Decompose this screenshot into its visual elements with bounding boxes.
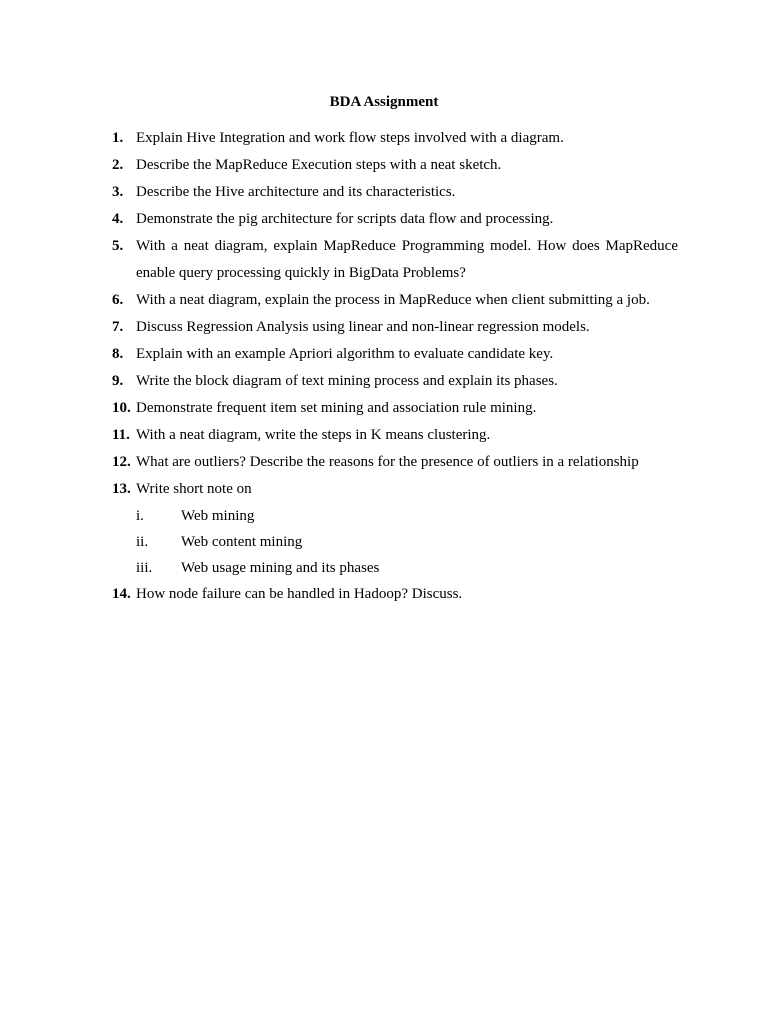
question-text: With a neat diagram, explain MapReduce Programming model. How does MapReduce enable query processing quickly in BigData Problems? [136, 238, 678, 281]
question-text: Discuss Regression Analysis using linear and non-linear regression models. [136, 319, 590, 335]
question-item [112, 179, 678, 206]
sub-question-text: Web usage mining and its phases [181, 560, 380, 576]
question-number: 9. [112, 373, 124, 389]
question-item [112, 341, 678, 368]
sub-question-number: ii. [136, 534, 149, 550]
question-number: 4. [112, 211, 124, 227]
question-text: Explain Hive Integration and work flow steps involved with a diagram. [136, 130, 564, 146]
sub-question-text: Web content mining [181, 534, 303, 550]
question-item [112, 206, 678, 233]
question-number: 13. [112, 481, 131, 497]
question-text: With a neat diagram, explain the process in MapReduce when client submitting a job. [136, 292, 650, 308]
question-item [112, 476, 678, 581]
question-item [112, 581, 678, 608]
question-item [112, 422, 678, 449]
sub-question-item [136, 503, 678, 529]
question-list [112, 125, 678, 608]
question-text: Describe the MapReduce Execution steps with a neat sketch. [136, 157, 502, 173]
sub-question-number: iii. [136, 560, 153, 576]
question-number: 10. [112, 400, 131, 416]
question-text: Explain with an example Apriori algorithm to evaluate candidate key. [136, 346, 554, 362]
sub-question-number: i. [136, 508, 144, 524]
question-number: 11. [112, 427, 130, 443]
sub-question-list [136, 503, 678, 581]
question-item [112, 287, 678, 314]
question-item [112, 449, 678, 476]
question-item [112, 233, 678, 287]
question-text: How node failure can be handled in Hadoop? Discuss. [136, 586, 463, 602]
question-number: 6. [112, 292, 124, 308]
question-item [112, 125, 678, 152]
question-number: 1. [112, 130, 124, 146]
question-text: Write short note on [136, 481, 252, 497]
question-number: 2. [112, 157, 124, 173]
question-item [112, 395, 678, 422]
sub-question-item [136, 555, 678, 581]
question-number: 12. [112, 454, 131, 470]
question-text: Describe the Hive architecture and its characteristics. [136, 184, 456, 200]
sub-question-item [136, 529, 678, 555]
question-number: 7. [112, 319, 124, 335]
question-text: Demonstrate frequent item set mining and association rule mining. [136, 400, 537, 416]
question-text: What are outliers? Describe the reasons for the presence of outliers in a relationship [136, 454, 639, 470]
question-number: 14. [112, 586, 131, 602]
sub-question-text: Web mining [181, 508, 255, 524]
question-number: 8. [112, 346, 124, 362]
document-title: BDA Assignment [329, 94, 439, 110]
question-number: 5. [112, 238, 124, 254]
question-item [112, 152, 678, 179]
question-item [112, 314, 678, 341]
question-text: Write the block diagram of text mining process and explain its phases. [136, 373, 558, 389]
question-number: 3. [112, 184, 124, 200]
question-text: With a neat diagram, write the steps in K means clustering. [136, 427, 491, 443]
question-item [112, 368, 678, 395]
question-text: Demonstrate the pig architecture for scripts data flow and processing. [136, 211, 554, 227]
